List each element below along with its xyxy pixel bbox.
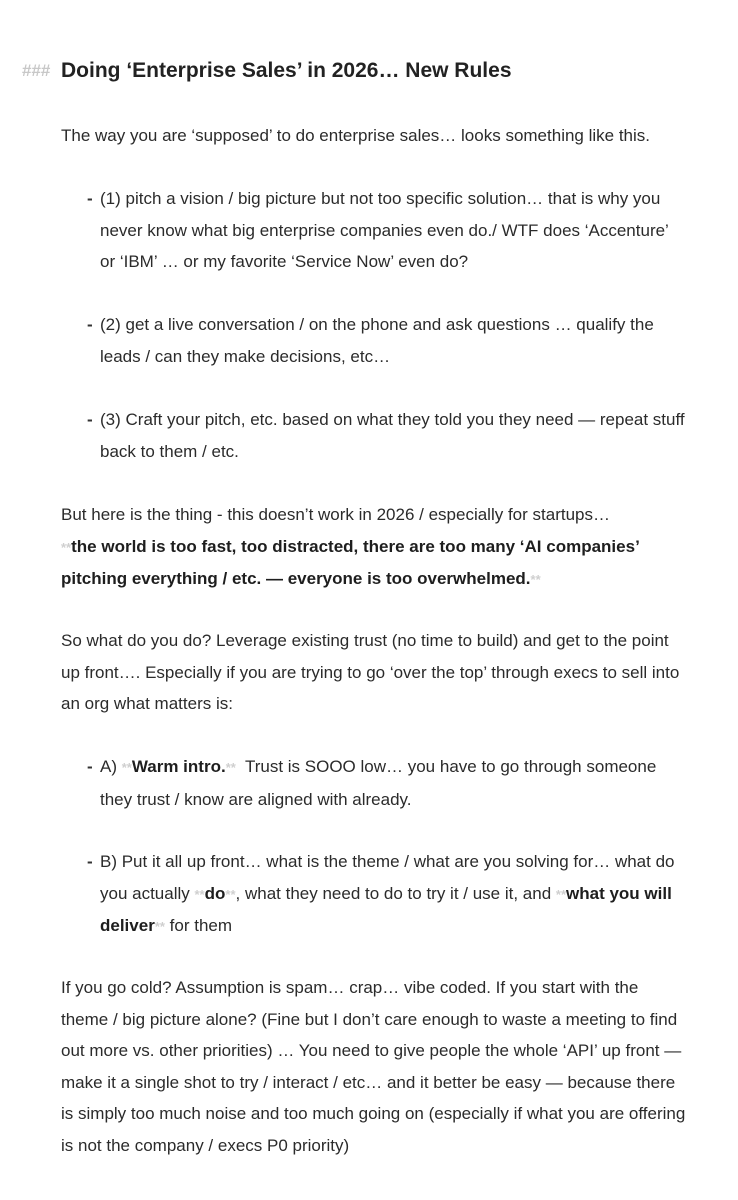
list-dash: -: [87, 757, 93, 776]
list-item-step-2: [87, 309, 686, 372]
bold-markdown-marker: **: [194, 886, 205, 902]
bold-markdown-marker: **: [530, 572, 541, 588]
list-item-put-it-up-front: [87, 846, 686, 943]
bold-markdown-marker: **: [61, 539, 72, 555]
list-item-text: Trust is SOOO low… you have to go through someone they trust / know are aligned with already.: [100, 757, 662, 809]
bold-markdown-marker: **: [121, 760, 132, 775]
bold-markdown-marker: **: [225, 760, 236, 775]
list-item-step-1: [87, 183, 686, 278]
thing-bold-text: the world is too fast, too distracted, there are too many ‘AI companies’ pitching everything / etc. — everyone is too overwhelmed.: [61, 536, 639, 589]
list-item-text: (1) pitch a vision / big picture but not too specific solution… that is why you never know what big enterprise companies even do./ WTF does ‘Accenture’ or ‘IBM’ … or my favorite ‘Service Now’ even do?: [100, 189, 669, 272]
thing-paragraph: [61, 499, 686, 596]
list-item-text: (2) get a live conversation / on the phone and ask questions … qualify the leads / can they make decisions, etc…: [100, 315, 654, 366]
list-item-text: for them: [164, 916, 233, 936]
do-bold: do: [204, 883, 226, 903]
cold-outreach-paragraph: If you go cold? Assumption is spam… crap… vibe coded. If you start with the theme / big picture alone? (Fine but I don’t care enough to waste a meeting to find out more vs. other priorities) … You need to give people the whole ‘API’ up front — make it a single shot to try / interact / etc… and it better be easy — because there is simply too much noise and too much going on (especially if what you are offering is not the company / execs P0 priority): [61, 978, 686, 1155]
list-item-warm-intro: [87, 751, 686, 815]
list-item-step-3: [87, 404, 686, 467]
heading-markdown-marker: ###: [22, 61, 51, 80]
heading-text: Doing ‘Enterprise Sales’ in 2026… New Rules: [61, 59, 512, 82]
bold-markdown-marker: **: [555, 886, 567, 902]
bold-markdown-marker: **: [225, 886, 236, 902]
bold-markdown-marker: **: [154, 919, 165, 935]
intro-paragraph: The way you are ‘supposed’ to do enterprise sales… looks something like this.: [61, 126, 651, 145]
what-to-do-paragraph: So what do you do? Leverage existing trust (no time to build) and get to the point up front…. Especially if you are trying to go ‘over the top’ through execs to sell into an org what matters is:: [61, 631, 680, 714]
list-item-text: B) Put it all up front… what is the theme / what are you solving for… what do you actually: [100, 852, 675, 903]
list-item-text: (3) Craft your pitch, etc. based on what they told you they need — repeat stuff back to them / etc.: [100, 410, 685, 461]
list-dash: -: [87, 852, 93, 871]
list-item-prefix: A): [100, 757, 122, 776]
deliver-bold: what you will deliver: [100, 883, 672, 936]
list-dash: -: [87, 315, 93, 334]
list-item-text: , what they need to do to try it / use it, and: [235, 883, 556, 903]
list-dash: -: [87, 410, 93, 429]
document-heading: [22, 56, 512, 86]
warm-intro-bold: Warm intro.: [131, 757, 226, 776]
thing-text: But here is the thing - this doesn’t work in 2026 / especially for startups…: [61, 505, 610, 524]
list-dash: -: [87, 189, 93, 208]
